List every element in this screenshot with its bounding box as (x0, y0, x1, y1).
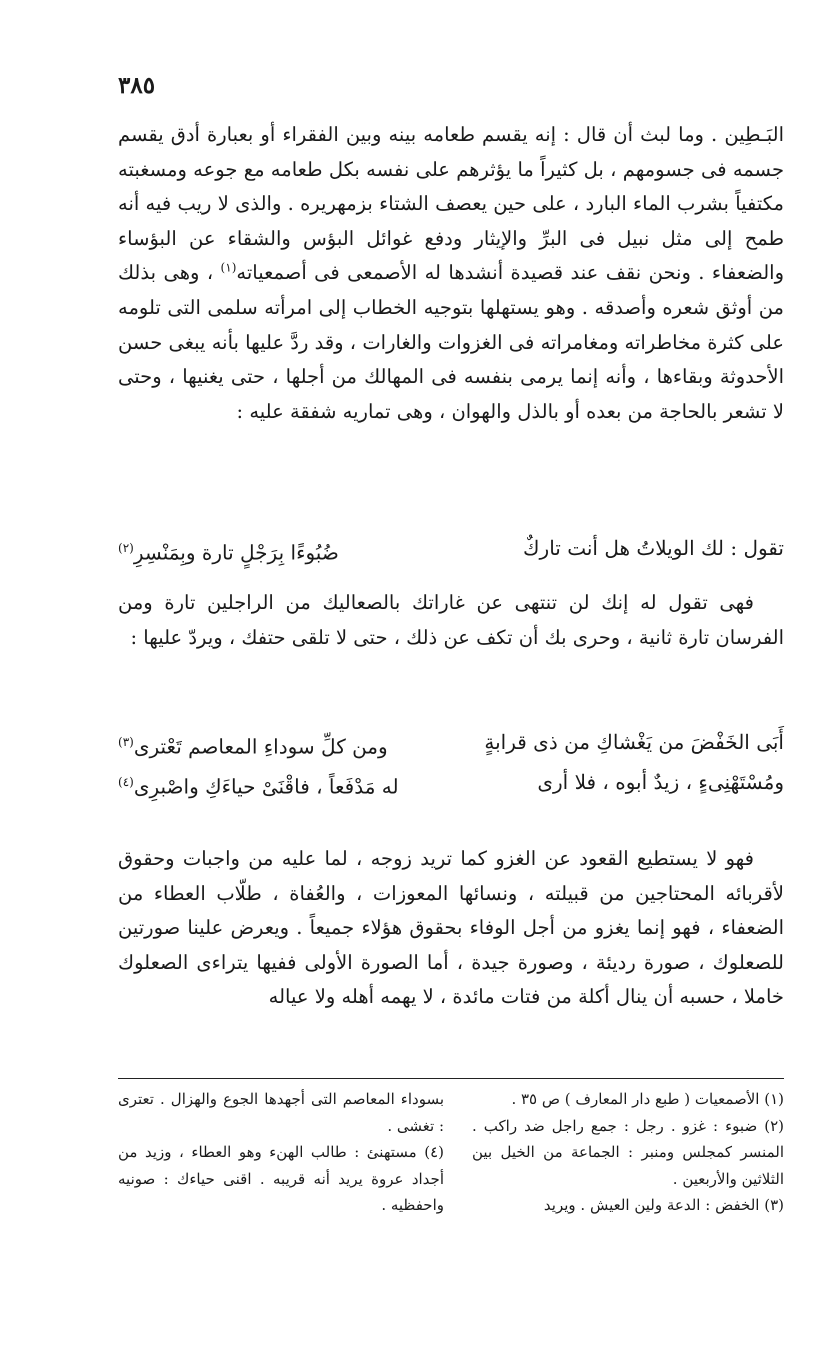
footnote-ref-4: (٤) (118, 775, 134, 789)
footnote-ref-3: (٣) (118, 735, 134, 749)
verse-2-line-2-first-hemistich: ومُسْتَهْنِىءٍ ، زيدٌ أبوه ، فلا أرى (537, 770, 784, 794)
verse-2-line-2 (118, 762, 784, 802)
footnote-separator (118, 1078, 784, 1079)
verse-2 (118, 722, 784, 802)
verse-2-line-1-first-hemistich: أَبَى الخَفْضَ من يَغْشاكِ من ذى قرابةٍ (484, 730, 784, 754)
main-text-top (118, 118, 784, 429)
verse-1 (118, 528, 784, 568)
footnotes-right-column (472, 1086, 784, 1219)
paragraph-2: فهى تقول له إنك لن تنتهى عن غاراتك بالصعاليك من الراجلين تارة ومن الفرسان تارة ثانية ، وحرى بك أن تكف عن ذلك ، حتى لا تلقى حتفك ، ويردّ عليها : (118, 591, 784, 649)
footnote-1: (١) الأصمعيات ( طبع دار المعارف ) ص ٣٥ . (511, 1090, 784, 1108)
footnote-3: (٣) الخفض : الدعة ولين العيش . ويريد (543, 1196, 784, 1214)
footnote-4: (٤) مستهنئ : طالب الهنء وهو العطاء ، وزيد من أجداد عروة يريد أنه قريبه . اقنى حياءك : صونيه واحفظيه . (118, 1143, 444, 1214)
footnote-3-continued: بسوداء المعاصم التى أجهدها الجوع والهزال . تعترى : تغشى . (118, 1090, 444, 1135)
footnote-ref-1: (١) (220, 260, 237, 275)
paragraph-3: فهو لا يستطيع القعود عن الغزو كما تريد زوجه ، لما عليه من واجبات وحقوق لأقربائه المحتاجين من قبيلته ، ونسائها المعوزات ، والعُفاة ، طلّاب العطاء من الضعفاء ، فهو إنما يغزو من أجل الوفاء بحقوق هؤلاء جميعاً . ويعرض علينا صورتين للصعلوك ، صورة رديئة ، وصورة جيدة ، أما الصورة الأولى ففيها يتراءى الصعلوك خاملا ، حسبه أن ينال أكلة من فتات مائدة ، لا يهمه أهله ولا عياله (118, 847, 784, 1009)
main-text-bottom (118, 842, 784, 1015)
paragraph-1: البَـطِين . وما لبث أن قال : إنه يقسم طعامه بينه وبين الفقراء أو بعبارة أدق يقسم جسمه فى جسومهم ، بل كثيراً ما يؤثرهم على نفسه بكل طعامه مع جوعه ومسغبته مكتفياً بشرب الماء البارد ، على حين يعصف الشتاء بزمهريره . والذى لا ريب فيه أنه طمح إلى مثل نبيل فى البرِّ والإيثار ودفع غوائل البؤس والشقاء عن البؤساء والضعفاء . ونحن نقف عند قصيدة أنشدها له الأصمعى فى أصمعياته$^{(١)}$ ، وهى بذلك من أوثق شعره وأصدقه . وهو يستهلها بتوجيه الخطاب إلى امرأته سلمى التى تلومه على كثرة مخاطراته ومغامراته فى الغزوات والغارات ، وقد ردَّ عليها بأنه يبغى حسن الأحدوثة وبقاءها ، وأنه إنما يرمى بنفسه فى المهالك من أجلها ، حتى يغنيها ، وحتى لا تشعر بالحاجة من بعده أو بالذل والهوان ، وهى تماريه شفقة عليه : (118, 123, 784, 423)
footnote-2: (٢) ضبوء : غزو . رجل : جمع راجل ضد راكب . المنسر كمجلس ومنبر : الجماعة من الخيل بين الثلاثين والأربعين . (472, 1116, 784, 1188)
footnote-ref-2: (٢) (118, 541, 134, 555)
verse-1-first-hemistich: تقول : لك الويلاتُ هل أنت تاركٌ (523, 536, 784, 560)
page-number: ٣٨٥ (118, 72, 156, 99)
footnotes-left-column (118, 1086, 444, 1219)
verse-1-second-hemistich: ضُبُوءًا بِرَجْلٍ تارة وبِمَنْسِرِ$^{(٢)}$ (118, 540, 339, 565)
verse-2-line-1-second-hemistich: ومن كلِّ سوداءِ المعاصم تَعْترى$^{(٣)}$ (118, 734, 388, 759)
main-text-middle (118, 586, 784, 655)
verse-1-line (118, 528, 784, 568)
verse-2-line-2-second-hemistich: له مَدْفَعاً ، فاقْنَىْ حياءَكِ واصْبرِى$^{(٤)}$ (118, 774, 399, 799)
verse-2-line-1 (118, 722, 784, 762)
